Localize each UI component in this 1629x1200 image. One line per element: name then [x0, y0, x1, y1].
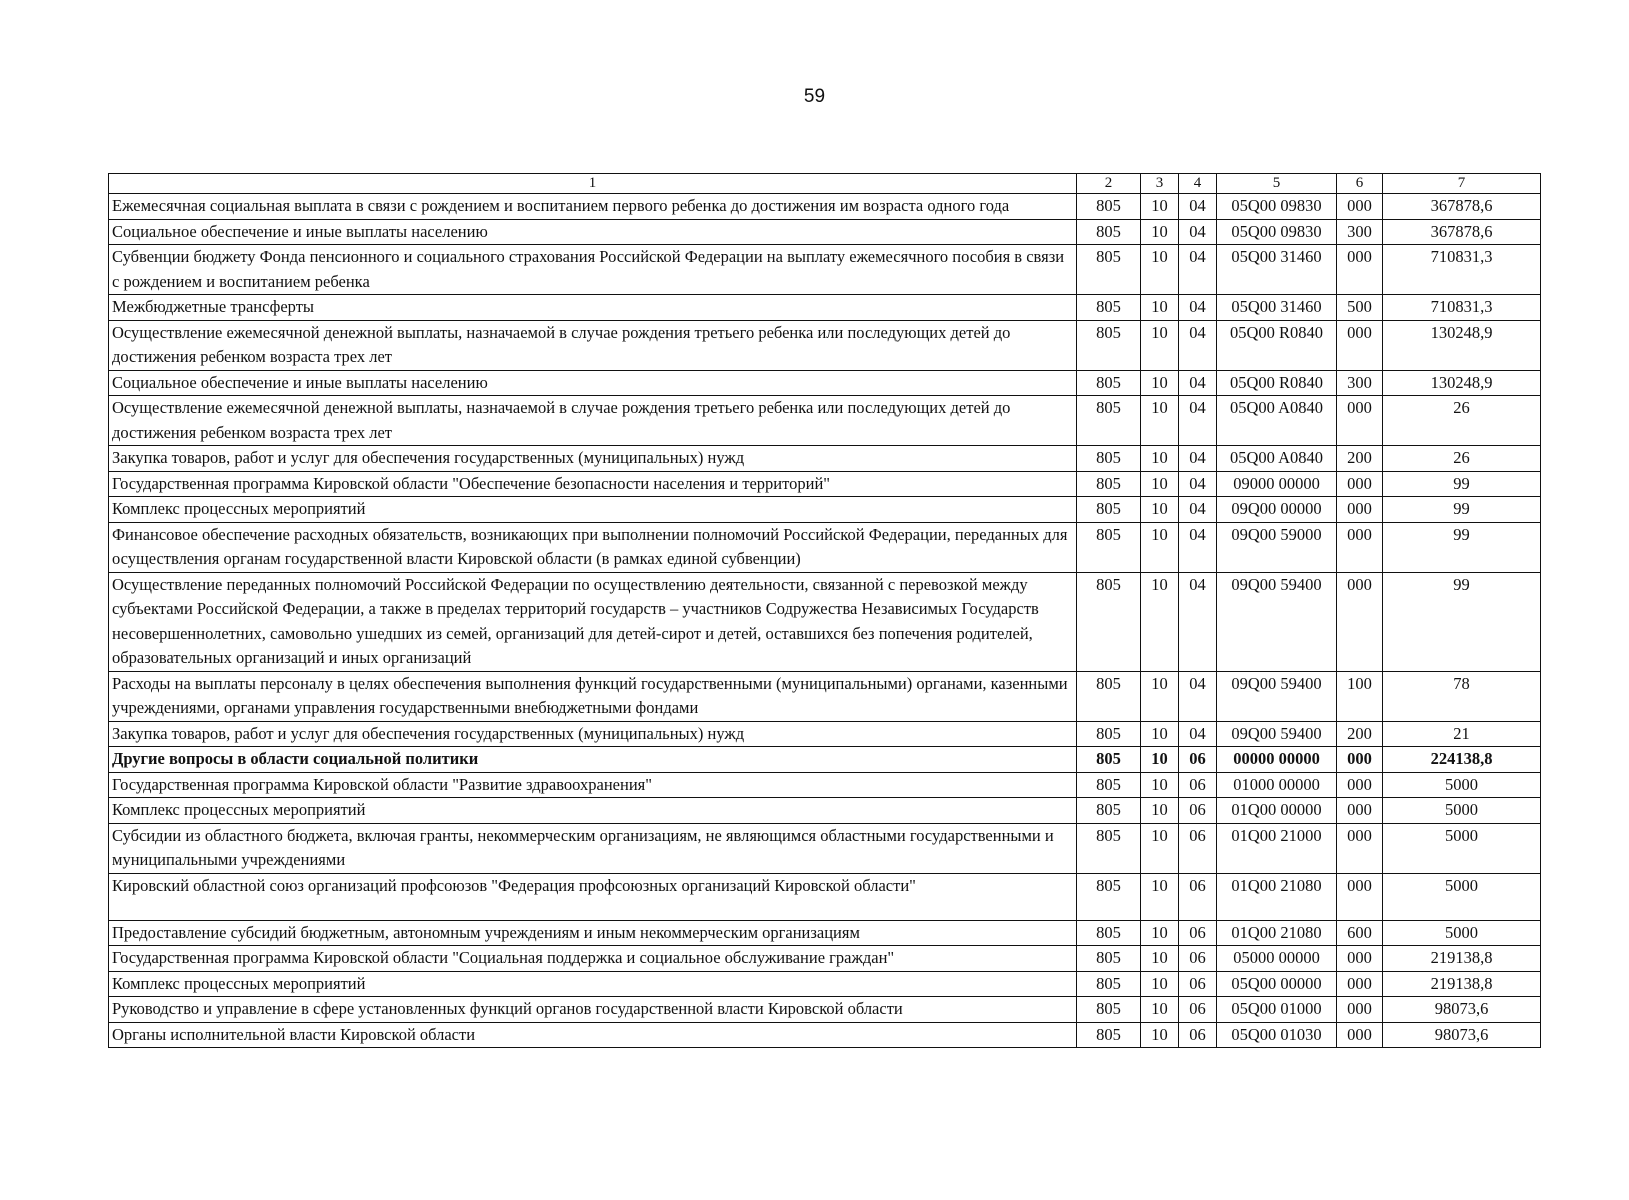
amount-cell: 130248,9 — [1383, 370, 1541, 396]
target-article-cell: 09Q00 59000 — [1217, 522, 1337, 572]
row-name-cell: Предоставление субсидий бюджетным, автономным учреждениям и иным некоммерческим организациям — [109, 920, 1077, 946]
chapter-code-cell: 805 — [1077, 522, 1141, 572]
section-code-cell: 10 — [1141, 671, 1179, 721]
row-name-cell: Социальное обеспечение и иные выплаты населению — [109, 219, 1077, 245]
table-row — [109, 747, 1541, 773]
row-name-cell: Осуществление ежемесячной денежной выплаты, назначаемой в случае рождения третьего ребенка или последующих детей до достижения ребенком возраста трех лет — [109, 396, 1077, 446]
section-code-cell: 10 — [1141, 446, 1179, 472]
amount-cell: 99 — [1383, 471, 1541, 497]
amount-cell: 5000 — [1383, 873, 1541, 920]
section-code-cell: 10 — [1141, 747, 1179, 773]
column-header: 4 — [1179, 174, 1217, 194]
expense-type-cell: 000 — [1337, 798, 1383, 824]
target-article-cell: 05Q00 01030 — [1217, 1022, 1337, 1048]
chapter-code-cell: 805 — [1077, 370, 1141, 396]
section-code-cell: 10 — [1141, 572, 1179, 671]
table-row — [109, 446, 1541, 472]
amount-cell: 130248,9 — [1383, 320, 1541, 370]
subsection-code-cell: 04 — [1179, 194, 1217, 220]
section-code-cell: 10 — [1141, 946, 1179, 972]
row-name-cell: Осуществление ежемесячной денежной выплаты, назначаемой в случае рождения третьего ребенка или последующих детей до достижения ребенком возраста трех лет — [109, 320, 1077, 370]
subsection-code-cell: 04 — [1179, 671, 1217, 721]
subsection-code-cell: 04 — [1179, 295, 1217, 321]
section-code-cell: 10 — [1141, 721, 1179, 747]
target-article-cell: 00000 00000 — [1217, 747, 1337, 773]
amount-cell: 219138,8 — [1383, 946, 1541, 972]
column-header: 7 — [1383, 174, 1541, 194]
subsection-code-cell: 04 — [1179, 522, 1217, 572]
target-article-cell: 05Q00 R0840 — [1217, 370, 1337, 396]
table-row — [109, 920, 1541, 946]
target-article-cell: 09Q00 00000 — [1217, 497, 1337, 523]
column-header: 2 — [1077, 174, 1141, 194]
row-name-cell: Другие вопросы в области социальной политики — [109, 747, 1077, 773]
section-code-cell: 10 — [1141, 219, 1179, 245]
target-article-cell: 05Q00 31460 — [1217, 245, 1337, 295]
amount-cell: 26 — [1383, 396, 1541, 446]
section-code-cell: 10 — [1141, 245, 1179, 295]
chapter-code-cell: 805 — [1077, 219, 1141, 245]
row-name-cell: Межбюджетные трансферты — [109, 295, 1077, 321]
chapter-code-cell: 805 — [1077, 920, 1141, 946]
section-code-cell: 10 — [1141, 971, 1179, 997]
column-header: 1 — [109, 174, 1077, 194]
expense-type-cell: 200 — [1337, 721, 1383, 747]
section-code-cell: 10 — [1141, 194, 1179, 220]
expense-type-cell: 000 — [1337, 320, 1383, 370]
table-row — [109, 295, 1541, 321]
chapter-code-cell: 805 — [1077, 823, 1141, 873]
subsection-code-cell: 06 — [1179, 873, 1217, 920]
amount-cell: 710831,3 — [1383, 245, 1541, 295]
table-row — [109, 471, 1541, 497]
subsection-code-cell: 04 — [1179, 370, 1217, 396]
expense-type-cell: 000 — [1337, 971, 1383, 997]
expense-type-cell: 600 — [1337, 920, 1383, 946]
amount-cell: 98073,6 — [1383, 1022, 1541, 1048]
amount-cell: 5000 — [1383, 823, 1541, 873]
section-code-cell: 10 — [1141, 370, 1179, 396]
section-code-cell: 10 — [1141, 920, 1179, 946]
amount-cell: 219138,8 — [1383, 971, 1541, 997]
section-code-cell: 10 — [1141, 497, 1179, 523]
row-name-cell: Комплекс процессных мероприятий — [109, 971, 1077, 997]
expense-type-cell: 000 — [1337, 471, 1383, 497]
expense-type-cell: 000 — [1337, 522, 1383, 572]
subsection-code-cell: 04 — [1179, 396, 1217, 446]
table-row — [109, 873, 1541, 920]
header-row — [109, 174, 1541, 194]
expense-type-cell: 000 — [1337, 497, 1383, 523]
chapter-code-cell: 805 — [1077, 194, 1141, 220]
target-article-cell: 05Q00 31460 — [1217, 295, 1337, 321]
row-name-cell: Комплекс процессных мероприятий — [109, 497, 1077, 523]
row-name-cell: Закупка товаров, работ и услуг для обеспечения государственных (муниципальных) нужд — [109, 446, 1077, 472]
section-code-cell: 10 — [1141, 772, 1179, 798]
table-row — [109, 497, 1541, 523]
row-name-cell: Социальное обеспечение и иные выплаты населению — [109, 370, 1077, 396]
expense-type-cell: 300 — [1337, 219, 1383, 245]
amount-cell: 367878,6 — [1383, 194, 1541, 220]
target-article-cell: 09Q00 59400 — [1217, 671, 1337, 721]
subsection-code-cell: 06 — [1179, 997, 1217, 1023]
row-name-cell: Государственная программа Кировской области "Социальная поддержка и социальное обслуживание граждан" — [109, 946, 1077, 972]
section-code-cell: 10 — [1141, 798, 1179, 824]
row-name-cell: Субвенции бюджету Фонда пенсионного и социального страхования Российской Федерации на выплату ежемесячного пособия в связи с рождением и воспитанием ребенка — [109, 245, 1077, 295]
row-name-cell: Ежемесячная социальная выплата в связи с рождением и воспитанием первого ребенка до достижения им возраста одного года — [109, 194, 1077, 220]
target-article-cell: 05Q00 A0840 — [1217, 396, 1337, 446]
expense-type-cell: 000 — [1337, 572, 1383, 671]
subsection-code-cell: 06 — [1179, 971, 1217, 997]
page-number: 59 — [803, 86, 826, 107]
expense-type-cell: 300 — [1337, 370, 1383, 396]
row-name-cell: Кировский областной союз организаций профсоюзов "Федерация профсоюзных организаций Кировской области" — [109, 873, 1077, 920]
section-code-cell: 10 — [1141, 522, 1179, 572]
target-article-cell: 01Q00 21080 — [1217, 920, 1337, 946]
amount-cell: 367878,6 — [1383, 219, 1541, 245]
chapter-code-cell: 805 — [1077, 772, 1141, 798]
amount-cell: 99 — [1383, 497, 1541, 523]
amount-cell: 224138,8 — [1383, 747, 1541, 773]
column-header: 6 — [1337, 174, 1383, 194]
expense-type-cell: 000 — [1337, 946, 1383, 972]
subsection-code-cell: 06 — [1179, 920, 1217, 946]
row-name-cell: Осуществление переданных полномочий Российской Федерации по осуществлению деятельности, связанной с перевозкой между субъектами Российской Федерации, а также в пределах территорий государств – участников Содружества Независимых Государств несовершеннолетних, самовольно ушедших из семей, организаций для детей-сирот и детей, оставшихся без попечения родителей, образовательных организаций и иных организаций — [109, 572, 1077, 671]
subsection-code-cell: 06 — [1179, 747, 1217, 773]
row-name-cell: Руководство и управление в сфере установленных функций органов государственной власти Кировской области — [109, 997, 1077, 1023]
expense-type-cell: 000 — [1337, 772, 1383, 798]
row-name-cell: Органы исполнительной власти Кировской области — [109, 1022, 1077, 1048]
table-body — [109, 194, 1541, 1048]
amount-cell: 5000 — [1383, 772, 1541, 798]
column-header: 3 — [1141, 174, 1179, 194]
target-article-cell: 05000 00000 — [1217, 946, 1337, 972]
expense-type-cell: 100 — [1337, 671, 1383, 721]
table-row — [109, 245, 1541, 295]
subsection-code-cell: 04 — [1179, 446, 1217, 472]
table-row — [109, 971, 1541, 997]
table-row — [109, 946, 1541, 972]
expense-type-cell: 500 — [1337, 295, 1383, 321]
target-article-cell: 01000 00000 — [1217, 772, 1337, 798]
target-article-cell: 09000 00000 — [1217, 471, 1337, 497]
section-code-cell: 10 — [1141, 295, 1179, 321]
section-code-cell: 10 — [1141, 320, 1179, 370]
expense-type-cell: 000 — [1337, 997, 1383, 1023]
amount-cell: 78 — [1383, 671, 1541, 721]
row-name-cell: Финансовое обеспечение расходных обязательств, возникающих при выполнении полномочий Российской Федерации, переданных для осуществления органам государственной власти Кировской области (в рамках единой субвенции) — [109, 522, 1077, 572]
table-row — [109, 823, 1541, 873]
subsection-code-cell: 06 — [1179, 772, 1217, 798]
target-article-cell: 05Q00 09830 — [1217, 194, 1337, 220]
expense-type-cell: 000 — [1337, 1022, 1383, 1048]
target-article-cell: 05Q00 00000 — [1217, 971, 1337, 997]
section-code-cell: 10 — [1141, 471, 1179, 497]
subsection-code-cell: 04 — [1179, 572, 1217, 671]
table-row — [109, 997, 1541, 1023]
amount-cell: 5000 — [1383, 798, 1541, 824]
expense-type-cell: 000 — [1337, 823, 1383, 873]
table-row — [109, 572, 1541, 671]
subsection-code-cell: 04 — [1179, 320, 1217, 370]
table-row — [109, 1022, 1541, 1048]
subsection-code-cell: 04 — [1179, 219, 1217, 245]
row-name-cell: Расходы на выплаты персоналу в целях обеспечения выполнения функций государственными (муниципальными) органами, казенными учреждениями, органами управления государственными внебюджетными фондами — [109, 671, 1077, 721]
subsection-code-cell: 04 — [1179, 245, 1217, 295]
chapter-code-cell: 805 — [1077, 671, 1141, 721]
section-code-cell: 10 — [1141, 997, 1179, 1023]
amount-cell: 21 — [1383, 721, 1541, 747]
table-row — [109, 772, 1541, 798]
target-article-cell: 05Q00 R0840 — [1217, 320, 1337, 370]
table-row — [109, 219, 1541, 245]
chapter-code-cell: 805 — [1077, 747, 1141, 773]
chapter-code-cell: 805 — [1077, 997, 1141, 1023]
chapter-code-cell: 805 — [1077, 971, 1141, 997]
chapter-code-cell: 805 — [1077, 245, 1141, 295]
chapter-code-cell: 805 — [1077, 396, 1141, 446]
row-name-cell: Закупка товаров, работ и услуг для обеспечения государственных (муниципальных) нужд — [109, 721, 1077, 747]
table-row — [109, 396, 1541, 446]
amount-cell: 99 — [1383, 572, 1541, 671]
table-row — [109, 798, 1541, 824]
chapter-code-cell: 805 — [1077, 320, 1141, 370]
table-row — [109, 522, 1541, 572]
chapter-code-cell: 805 — [1077, 471, 1141, 497]
chapter-code-cell: 805 — [1077, 873, 1141, 920]
column-header: 5 — [1217, 174, 1337, 194]
amount-cell: 5000 — [1383, 920, 1541, 946]
table-row — [109, 194, 1541, 220]
chapter-code-cell: 805 — [1077, 798, 1141, 824]
expense-type-cell: 000 — [1337, 747, 1383, 773]
chapter-code-cell: 805 — [1077, 1022, 1141, 1048]
chapter-code-cell: 805 — [1077, 721, 1141, 747]
section-code-cell: 10 — [1141, 823, 1179, 873]
row-name-cell: Государственная программа Кировской области "Развитие здравоохранения" — [109, 772, 1077, 798]
row-name-cell: Субсидии из областного бюджета, включая гранты, некоммерческим организациям, не являющимся областными государственными и муниципальными учреждениями — [109, 823, 1077, 873]
section-code-cell: 10 — [1141, 873, 1179, 920]
section-code-cell: 10 — [1141, 396, 1179, 446]
target-article-cell: 05Q00 A0840 — [1217, 446, 1337, 472]
target-article-cell: 05Q00 01000 — [1217, 997, 1337, 1023]
row-name-cell: Комплекс процессных мероприятий — [109, 798, 1077, 824]
chapter-code-cell: 805 — [1077, 446, 1141, 472]
amount-cell: 710831,3 — [1383, 295, 1541, 321]
expense-type-cell: 000 — [1337, 245, 1383, 295]
chapter-code-cell: 805 — [1077, 295, 1141, 321]
expense-type-cell: 200 — [1337, 446, 1383, 472]
target-article-cell: 09Q00 59400 — [1217, 721, 1337, 747]
row-name-cell: Государственная программа Кировской области "Обеспечение безопасности населения и территорий" — [109, 471, 1077, 497]
subsection-code-cell: 06 — [1179, 1022, 1217, 1048]
table-row — [109, 370, 1541, 396]
subsection-code-cell: 06 — [1179, 798, 1217, 824]
table-row — [109, 671, 1541, 721]
amount-cell: 99 — [1383, 522, 1541, 572]
target-article-cell: 01Q00 21080 — [1217, 873, 1337, 920]
table-row — [109, 320, 1541, 370]
subsection-code-cell: 06 — [1179, 946, 1217, 972]
chapter-code-cell: 805 — [1077, 946, 1141, 972]
subsection-code-cell: 04 — [1179, 721, 1217, 747]
chapter-code-cell: 805 — [1077, 572, 1141, 671]
expense-type-cell: 000 — [1337, 873, 1383, 920]
amount-cell: 98073,6 — [1383, 997, 1541, 1023]
subsection-code-cell: 04 — [1179, 471, 1217, 497]
subsection-code-cell: 06 — [1179, 823, 1217, 873]
section-code-cell: 10 — [1141, 1022, 1179, 1048]
amount-cell: 26 — [1383, 446, 1541, 472]
chapter-code-cell: 805 — [1077, 497, 1141, 523]
expense-type-cell: 000 — [1337, 396, 1383, 446]
target-article-cell: 05Q00 09830 — [1217, 219, 1337, 245]
budget-table — [108, 173, 1541, 1048]
target-article-cell: 01Q00 21000 — [1217, 823, 1337, 873]
target-article-cell: 09Q00 59400 — [1217, 572, 1337, 671]
expense-type-cell: 000 — [1337, 194, 1383, 220]
subsection-code-cell: 04 — [1179, 497, 1217, 523]
target-article-cell: 01Q00 00000 — [1217, 798, 1337, 824]
table-row — [109, 721, 1541, 747]
